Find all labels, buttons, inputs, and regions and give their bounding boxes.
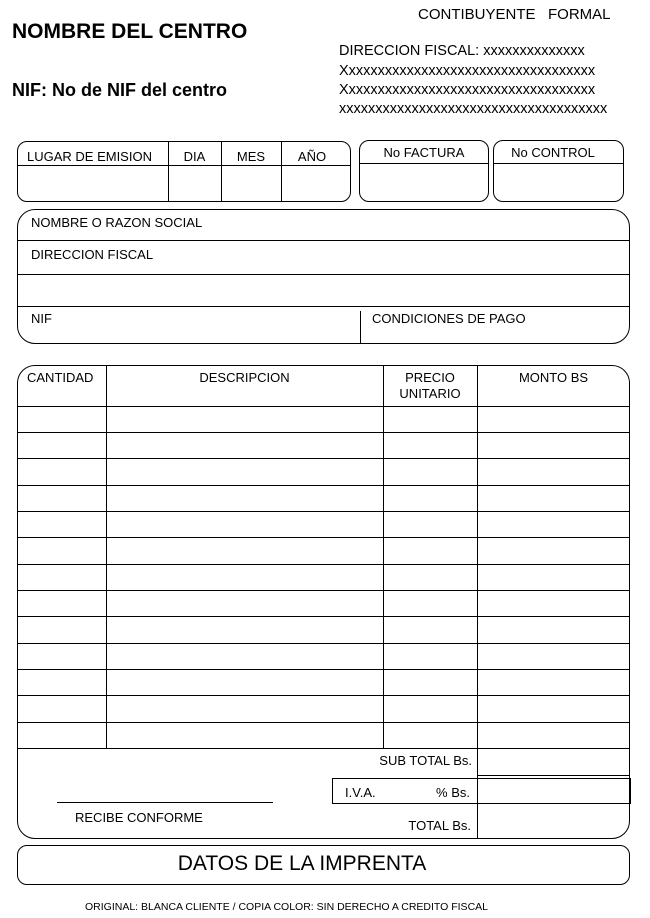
fiscal-address-line-2: Xxxxxxxxxxxxxxxxxxxxxxxxxxxxxxxxxxx: [339, 82, 596, 98]
client-col-divider: [360, 311, 361, 344]
iva-box: [332, 778, 631, 804]
iva-label: I.V.A.: [345, 785, 376, 800]
month-label: MES: [236, 149, 266, 164]
control-no-label: No CONTROL: [511, 145, 595, 160]
printer-label: DATOS DE LA IMPRENTA: [177, 852, 427, 875]
item-row-divider: [17, 695, 630, 696]
total-label: TOTAL Bs.: [408, 818, 471, 833]
subtotal-label: SUB TOTAL Bs.: [379, 753, 472, 768]
year-label: AÑO: [297, 149, 327, 164]
item-row-divider: [17, 432, 630, 433]
item-row-divider: [17, 669, 630, 670]
subtotal-divider: [477, 775, 630, 776]
emission-divider: [17, 165, 351, 166]
fiscal-address-label: DIRECCION FISCAL: xxxxxxxxxxxxxx: [339, 43, 585, 59]
fiscal-address-line-3: xxxxxxxxxxxxxxxxxxxxxxxxxxxxxxxxxxxxx: [339, 101, 608, 117]
footer-note: ORIGINAL: BLANCA CLIENTE / COPIA COLOR: SIN DERECHO A CREDITO FISCAL: [85, 901, 488, 913]
item-row-divider: [17, 643, 630, 644]
item-row-divider: [17, 485, 630, 486]
place-label: LUGAR DE EMISION: [27, 149, 152, 164]
quantity-header: CANTIDAD: [27, 370, 94, 385]
item-row-divider: [17, 590, 630, 591]
client-address-label: DIRECCION FISCAL: [31, 247, 154, 262]
invoice-no-label: No FACTURA: [383, 145, 465, 160]
invoice-no-divider: [359, 163, 489, 164]
item-row-divider: [17, 511, 630, 512]
fiscal-address-line-1: Xxxxxxxxxxxxxxxxxxxxxxxxxxxxxxxxxxx: [339, 63, 596, 79]
item-row-divider: [17, 537, 630, 538]
received-signature-line: [57, 802, 273, 803]
item-row-divider: [17, 722, 630, 723]
client-name-label: NOMBRE O RAZON SOCIAL: [31, 215, 203, 230]
items-header-divider: [17, 406, 630, 407]
taxpayer-type: CONTIBUYENTE FORMAL: [418, 6, 611, 23]
item-row-divider: [17, 458, 630, 459]
center-nif: NIF: No de NIF del centro: [12, 80, 228, 100]
unit-price-header: PRECIO UNITARIO: [399, 370, 461, 401]
items-col-divider: [383, 365, 384, 748]
iva-percent-label: % Bs.: [436, 785, 470, 800]
items-col-divider: [477, 365, 478, 839]
description-header: DESCRIPCION: [199, 370, 290, 385]
center-name: NOMBRE DEL CENTRO: [12, 20, 248, 43]
item-row-divider: [17, 616, 630, 617]
payment-terms-label: CONDICIONES DE PAGO: [372, 311, 526, 326]
client-nif-label: NIF: [31, 311, 52, 326]
item-row-divider: [17, 564, 630, 565]
amount-header: MONTO BS: [518, 370, 589, 385]
day-label: DIA: [183, 149, 206, 164]
control-no-divider: [493, 163, 624, 164]
client-divider: [17, 274, 630, 275]
client-divider: [17, 240, 630, 241]
item-row-divider: [17, 748, 630, 749]
client-divider: [17, 306, 630, 307]
items-col-divider: [106, 365, 107, 748]
items-box: [17, 365, 630, 839]
received-label: RECIBE CONFORME: [75, 810, 203, 825]
